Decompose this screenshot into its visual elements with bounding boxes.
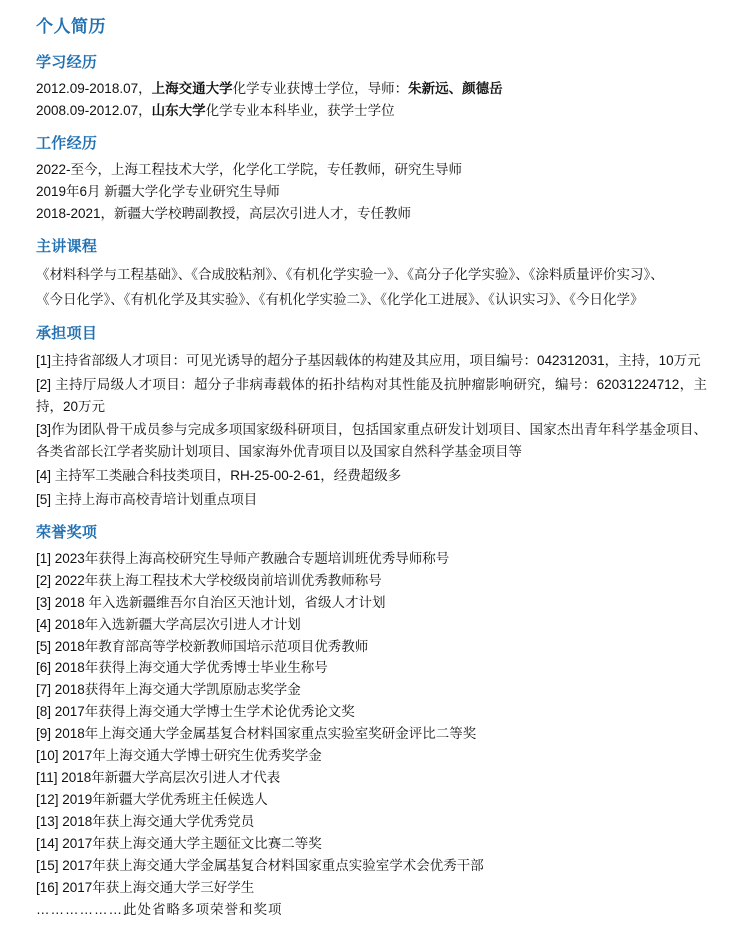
text-run-bold: 上海交通大学 (151, 81, 233, 96)
page-title: 个人简历 (36, 17, 106, 36)
list-item: [12] 2019年新疆大学优秀班主任候选人 (36, 792, 268, 808)
section-courses (36, 235, 707, 312)
list-item: 2018-2021，新疆大学校聘副教授，高层次引进人才，专任教师 (36, 205, 412, 221)
text-run: 化学专业本科毕业，获学士学位 (205, 102, 395, 118)
education-list (36, 79, 707, 122)
list-item: [16] 2017年获上海交通大学三好学生 (36, 879, 255, 895)
section-work (36, 132, 707, 225)
text-run: 2008.09-2012.07， (36, 102, 152, 118)
list-item: 2022-至今，上海工程技术大学，化学化工学院，专任教师，研究生导师 (36, 161, 463, 177)
project-item: [3]作为团队骨干成员参与完成多项国家级科研项目，包括国家重点研发计划项目、国家杰出青年科学基金项目、各类省部长江学者奖励计划项目、国家海外优青项目以及国家自然科学基金项目等 (36, 422, 707, 460)
course-line: 《材料科学与工程基础》、《合成胶粘剂》、《有机化学实验一》、《高分子化学实验》、《涂料质量评价实习》、 (36, 266, 664, 282)
section-projects (36, 322, 707, 511)
list-item-ellipsis: ………………此处省略多项荣誉和奖项 (36, 901, 283, 917)
section-education (36, 51, 707, 122)
list-item: [8] 2017年获得上海交通大学博士生学术论优秀论文奖 (36, 704, 355, 720)
project-item: [1]主持省部级人才项目：可见光诱导的超分子基因载体的构建及其应用，项目编号：042312031，主持，10万元 (36, 352, 701, 368)
list-item: [13] 2018年获上海交通大学优秀党员 (36, 813, 255, 829)
list-item: [10] 2017年上海交通大学博士研究生优秀奖学金 (36, 748, 322, 764)
list-item: [15] 2017年获上海交通大学金属基复合材料国家重点实验室学术会优秀干部 (36, 857, 484, 873)
section-heading-honors: 荣誉奖项 (36, 523, 98, 541)
list-item (36, 101, 707, 122)
section-heading-education: 学习经历 (36, 54, 98, 71)
section-heading-projects: 承担项目 (36, 324, 98, 342)
list-item: [3] 2018 年入选新疆维吾尔自治区天池计划，省级人才计划 (36, 594, 386, 610)
list-item: [6] 2018年获得上海交通大学优秀博士毕业生称号 (36, 660, 328, 676)
section-heading-work: 工作经历 (36, 134, 98, 152)
list-item: [7] 2018获得年上海交通大学凯原励志奖学金 (36, 682, 301, 698)
honors-list (36, 549, 707, 921)
project-item: [2] 主持厅局级人才项目：超分子非病毒载体的拓扑结构对其性能及抗肿瘤影响研究，编号：62031224712，主持，20万元 (36, 376, 707, 414)
text-run: 化学专业获博士学位，导师： (232, 81, 409, 96)
list-item: [9] 2018年上海交通大学金属基复合材料国家重点实验室奖研金评比二等奖 (36, 726, 477, 742)
list-item: [5] 2018年教育部高等学校新教师国培示范项目优秀教师 (36, 638, 369, 654)
text-run: 2012.09-2018.07， (36, 81, 152, 96)
work-list (36, 160, 707, 225)
project-item: [4] 主持军工类融合科技类项目，RH-25-00-2-61，经费超级多 (36, 468, 402, 484)
text-run-bold: 山东大学 (151, 102, 206, 118)
section-heading-courses: 主讲课程 (36, 237, 98, 255)
list-item: 2019年6月 新疆大学化学专业研究生导师 (36, 183, 280, 199)
text-run-bold: 朱新远、颜德岳 (408, 81, 503, 96)
list-item: [4] 2018年入选新疆大学高层次引进人才计划 (36, 616, 301, 632)
course-line: 《今日化学》、《有机化学及其实验》、《有机化学实验二》、《化学化工进展》、《认识实习》、《今日化学》 (36, 292, 644, 308)
section-honors (36, 521, 707, 921)
list-item: [1] 2023年获得上海高校研究生导师产教融合专题培训班优秀导师称号 (36, 550, 450, 566)
list-item (36, 79, 707, 100)
list-item: [14] 2017年获上海交通大学主题征文比赛二等奖 (36, 835, 322, 851)
list-item: [2] 2022年获上海工程技术大学校级岗前培训优秀教师称号 (36, 572, 382, 588)
project-item: [5] 主持上海市高校青培计划重点项目 (36, 492, 258, 508)
list-item: [11] 2018年新疆大学高层次引进人才代表 (36, 770, 281, 786)
